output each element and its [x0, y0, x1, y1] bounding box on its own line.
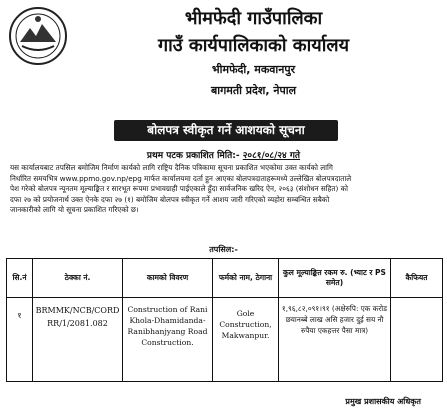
- cell-contractor: Gole Construction, Makwanpur.: [213, 298, 279, 382]
- notice-body: [10, 163, 440, 216]
- notice-title: बोलपत्र स्वीकृत गर्ने आशयको सूचना: [114, 120, 338, 141]
- col-header-contract: ठेक्का नं.: [33, 259, 123, 298]
- col-header-sn: सि.नं: [7, 259, 33, 298]
- address-line: भीमफेदी, मकवानपुर: [211, 63, 296, 76]
- nepal-emblem-icon: [8, 6, 68, 66]
- col-header-amount: कुल मूल्याङ्कित रकम रु. (भ्याट र PS समेत): [279, 259, 391, 298]
- publish-date-line: [0, 148, 447, 161]
- cell-sn: १: [7, 298, 33, 382]
- award-table: [6, 258, 443, 382]
- cell-description: Construction of Rani Khola-Dhamidanda-Ranibhanjyang Road Construction.: [123, 298, 213, 382]
- col-header-remarks: कैफियत: [391, 259, 443, 298]
- province-line: बागमती प्रदेश, नेपाल: [210, 84, 297, 97]
- publish-date: २०८१/०८/२४ गते: [242, 151, 301, 161]
- office-name: गाउँ कार्यपालिकाको कार्यालय: [157, 35, 350, 56]
- signatory: प्रमुख प्रशासकीय अधिकृत: [345, 397, 421, 406]
- body-line: यस कार्यालयबाट तपसिल बमोजिम निर्माण कार्यको लागि राष्ट्रिय दैनिक पत्रिकामा सूचना प्रकाशित भएकोमा उक्त कार्यको लागि: [10, 163, 333, 172]
- cell-contract-no: BRMMK/NCB/CORDRR/1/2081.082: [33, 298, 123, 382]
- body-line: पेश गरेको बोलपत्र न्यूनतम मूल्याङ्कित र सारभूत रूपमा प्रभावग्राही पाईएकाले हुँदा सार्वजनिक खरिद ऐन, २०६३ (संशोधन सहित) को: [10, 184, 348, 194]
- org-name: भीमफेदी गाउँपालिका: [184, 8, 323, 29]
- table-header-row: [7, 259, 443, 298]
- body-line: दफा २७ को प्रयोजनार्थ उक्त ऐनके दफा २७ (१) बमोजिम बोलपत्र स्वीकृत गर्ने आशय जारी गरिएको व्यहोरा सम्बन्धित सबैको: [10, 194, 330, 204]
- publish-label: प्रथम पटक प्रकाशित मिति:-: [146, 151, 240, 161]
- body-line: निर्धारित समयभित्र www.ppmo.gov.np/epg मार्फत कार्यालयमा दर्ता हुन आएका बोलपत्रदाताहरूमध्ये उल्लेखित बोलपत्रदाताले: [10, 173, 352, 183]
- col-header-contractor: फर्मको नाम, ठेगाना: [213, 259, 279, 298]
- body-line: जानकारीको लागि यो सूचना प्रकाशित गरिएको छ।: [10, 205, 139, 215]
- cell-remarks: [391, 298, 443, 382]
- col-header-description: कामको विवरण: [123, 259, 213, 298]
- table-row: [7, 298, 443, 382]
- tapasil-label: तपसिल:-: [209, 245, 238, 254]
- cell-amount: १,९६,८२,०९१।९१ (अक्षेरुपि: एक करोड छयानब्बे लाख असि हजार दुई सय नौ रुपैया एकहत्तर पैसा मात्र): [279, 298, 391, 382]
